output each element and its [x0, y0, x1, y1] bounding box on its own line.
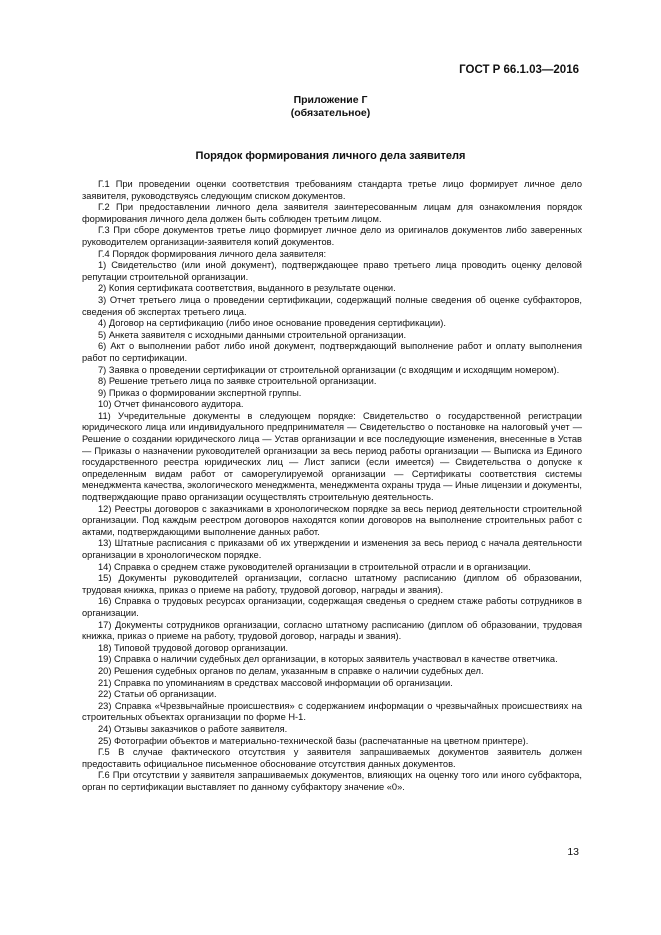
paragraph: 20) Решения судебных органов по делам, указанным в справке о наличии судебных дел. — [98, 665, 484, 676]
paragraph: 14) Справка о среднем стаже руководителей организации в строительной отрасли и в организации. — [98, 561, 531, 572]
appendix-status: (обязательное) — [290, 107, 371, 119]
document-body — [82, 179, 582, 793]
paragraph: 25) Фотографии объектов и материально-технической базы (распечатанные на цветном принтере). — [98, 735, 529, 746]
paragraph: 17) Документы сотрудников организации, согласно штатному расписанию (диплом об образовании, трудовая книжка, приказ о приеме на работу, трудовой договор, награды и звания). — [82, 619, 582, 642]
paragraph: 2) Копия сертификата соответствия, выданного в результате оценки. — [98, 283, 396, 294]
appendix-label: Приложение Г — [293, 94, 368, 106]
paragraph: 13) Штатные расписания с приказами об их утверждении и изменения за весь период с начала деятельности организации в хронологическом порядке. — [82, 538, 582, 560]
paragraph: 1) Свидетельство (или иной документ), подтверждающее право третьего лица проводить оценку деловой репутации строительной организации. — [82, 260, 582, 282]
page-number: 13 — [567, 846, 579, 858]
paragraph: 6) Акт о выполнении работ либо иной документ, подтверждающий выполнение работ и оплату выполнения работ по сертификации. — [82, 341, 582, 363]
appendix-heading — [0, 94, 661, 120]
section-title: Порядок формирования личного дела заявителя — [195, 150, 466, 162]
paragraph: 3) Отчет третьего лица о проведении сертификации, содержащий полные сведения об оценке субфакторов, сведения об экспертах третьего лица. — [82, 294, 582, 317]
standard-code: ГОСТ Р 66.1.03—2016 — [459, 64, 579, 76]
paragraph: 18) Типовой трудовой договор организации. — [98, 642, 288, 653]
paragraph: 5) Анкета заявителя с исходными данными строительной организации. — [98, 329, 407, 340]
paragraph: 22) Статьи об организации. — [98, 689, 217, 700]
paragraph: Г.3 При сборе документов третье лицо формирует личное дело из оригиналов документов либо заверенных руководителем организации-заявителя копий документов. — [82, 225, 582, 247]
paragraph: 15) Документы руководителей организации, согласно штатному расписанию (диплом об образовании, трудовая книжка, приказ о приеме на работу, трудовой договор, награды и звания). — [82, 573, 582, 595]
paragraph: 7) Заявка о проведении сертификации от строительной организации (с входящим и исходящим номером). — [98, 364, 560, 375]
paragraph: 10) Отчет финансового аудитора. — [98, 399, 244, 410]
paragraph: Г.2 При предоставлении личного дела заявителя заинтересованным лицам для ознакомления порядок формирования личного дела должен быть соблюден третьим лицом. — [82, 202, 582, 224]
paragraph: Г.5 В случае фактического отсутствия у заявителя запрашиваемых документов заявитель должен предоставить официальное письменное обоснование отсутствия данных документов. — [82, 747, 582, 769]
paragraph: Г.6 При отсутствии у заявителя запрашиваемых документов, влияющих на оценку того или иного субфактора, орган по сертификации выставляет по данному субфактору значение «0». — [82, 770, 582, 792]
paragraph: 12) Реестры договоров с заказчиками в хронологическом порядке за весь период деятельности строительной организации. Под каждым реестром договоров находятся копии договоров на выполнение строительных работ с актами, подтверждающими выполнение данных работ. — [82, 503, 582, 537]
paragraph: 4) Договор на сертификацию (либо иное основание проведения сертификации). — [98, 318, 446, 329]
paragraph: 19) Справка о наличии судебных дел организации, в которых заявитель участвовал в качестве ответчика. — [98, 654, 558, 665]
paragraph: 8) Решение третьего лица по заявке строительной организации. — [98, 376, 377, 387]
paragraph: 11) Учредительные документы в следующем порядке: Свидетельство о государственной регистрации юридического лица или индивидуального предпринимателя — Свидетельство о постановке на налоговый учет — Решение о создании юридического лица — Устав организации и все последующие изменения, внесенные в Устав — Приказы о назначении руководителей организации за весь период работы организации — Выписка из Единого государственного реестра юридических лиц — Лист записи (если имеется) — Свидетельства о допуске к определенным видам работ от саморегулируемой организации — Сертификаты соответствия системы менеджмента качества, экологического менеджмента, менеджмента охраны труда — Иные лицензии и документы, подтверждающие право организации осуществлять строительную деятельность. — [82, 410, 582, 503]
paragraph: 24) Отзывы заказчиков о работе заявителя. — [98, 723, 288, 734]
paragraph: 23) Справка «Чрезвычайные происшествия» с содержанием информации о чрезвычайных происшествиях на строительных объектах организации по форме Н-1. — [82, 700, 582, 723]
paragraph: 21) Справка по упоминаниям в средствах массовой информации об организации. — [98, 677, 453, 688]
paragraph: 16) Справка о трудовых ресурсах организации, содержащая сведенья о среднем стаже работы сотрудников в организации. — [82, 596, 582, 618]
paragraph: Г.4 Порядок формирования личного дела заявителя: — [98, 248, 327, 259]
paragraph: 9) Приказ о формировании экспертной группы. — [98, 387, 302, 398]
paragraph: Г.1 При проведении оценки соответствия требованиям стандарта третье лицо формирует личное дело заявителя, руководствуясь следующим списком документов. — [82, 179, 582, 201]
